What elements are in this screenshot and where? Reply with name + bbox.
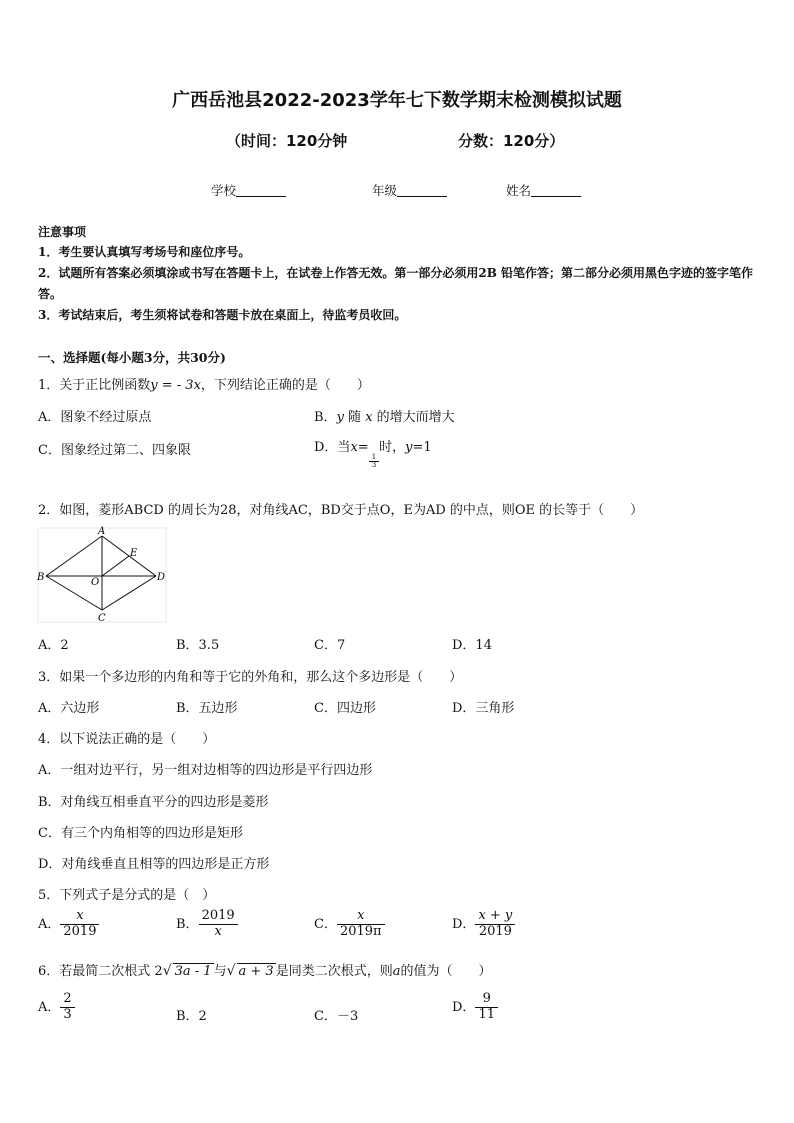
fraction-denominator: 11 <box>478 1006 495 1022</box>
q5-option-c <box>314 909 385 940</box>
question-2-stem: 2．如图，菱形ABCD 的周长为28，对角线AC，BD交于点O，E为AD 的中点，则OE 的长等于（ ） <box>38 503 644 518</box>
q5-d-fraction <box>475 909 515 940</box>
q2-option-d: D．14 <box>452 638 492 653</box>
note-item: 3．考试结束后，考生须将试卷和答题卡放在桌面上，待监考员收回。 <box>38 308 407 322</box>
q1-d-var: x <box>350 440 358 455</box>
exam-time: （时间：120分钟 <box>226 132 348 150</box>
fraction-numerator: 2019 <box>199 909 238 925</box>
fraction-denominator: x <box>214 923 222 939</box>
radical-sign-icon: √ <box>162 963 172 979</box>
q6-option-d <box>452 992 498 1023</box>
q6-option-c: C．－3 <box>314 1009 359 1024</box>
section-heading: 一、选择题(每小题3分，共30分) <box>38 350 226 365</box>
name-label: 姓名 <box>506 183 532 198</box>
grade-blank <box>397 184 447 197</box>
q1-d-label: D．当 <box>314 440 351 455</box>
fraction-numerator: 2 <box>60 992 74 1008</box>
fraction-denominator: 2019π <box>339 923 382 939</box>
q1-b-var: y <box>336 410 344 425</box>
q1-b-var: x <box>365 410 373 425</box>
fraction-numerator: x <box>337 909 385 925</box>
fraction-numerator: 1 <box>369 454 379 462</box>
label-o: O <box>91 577 100 588</box>
q6-variable: a <box>392 964 401 979</box>
q2-option-b: B．3.5 <box>176 638 220 653</box>
label-e: E <box>130 548 138 559</box>
fraction-numerator: x + y <box>475 909 515 925</box>
fraction-denominator: 2019 <box>63 923 97 939</box>
side-cd <box>102 576 156 610</box>
school-blank <box>236 184 286 197</box>
q6-stem-text: 是同类二次根式，则 <box>275 964 393 979</box>
q1-b-text: 随 <box>343 410 366 425</box>
label-d: D <box>157 572 166 583</box>
school-field <box>211 181 286 199</box>
q1-d-var: y <box>405 440 413 455</box>
q1-expression: y = - 3x <box>150 378 201 393</box>
q1-option-a: A．图象不经过原点 <box>38 410 152 425</box>
fraction-denominator: 2019 <box>478 923 512 939</box>
q1-stem-text: ，下列结论正确的是（ ） <box>200 378 370 393</box>
side-ab <box>46 536 102 576</box>
q5-a-label: A． <box>38 916 61 932</box>
fraction-numerator: 9 <box>475 992 498 1008</box>
name-blank <box>531 184 581 197</box>
q5-a-fraction <box>60 909 99 940</box>
q5-option-b <box>176 909 238 940</box>
q1-option-d <box>314 436 432 469</box>
q3-option-b: B．五边形 <box>176 701 238 716</box>
q1-option-c: C．图象经过第二、四象限 <box>38 443 191 458</box>
school-label: 学校 <box>211 183 237 198</box>
segment-oe <box>102 556 129 576</box>
q3-option-a: A．六边形 <box>38 701 100 716</box>
q5-b-label: B． <box>176 916 199 932</box>
q6-a-label: A． <box>38 999 61 1015</box>
fraction-denominator: 3 <box>371 461 377 469</box>
q2-option-c: C．7 <box>314 638 346 653</box>
question-4-stem: 4．以下说法正确的是（ ） <box>38 732 216 747</box>
question-6-stem <box>38 960 491 979</box>
q3-option-d: D．三角形 <box>452 701 515 716</box>
q6-option-a <box>38 992 75 1023</box>
q5-d-label: D． <box>452 916 476 932</box>
exam-score: 分数：120分） <box>458 132 565 150</box>
label-b: B <box>37 572 45 583</box>
exam-title: 广西岳池县2022-2023学年七下数学期末检测模拟试题 <box>172 90 622 111</box>
q4-option-b: B．对角线互相垂直平分的四边形是菱形 <box>38 795 269 810</box>
q3-option-c: C．四边形 <box>314 701 376 716</box>
q1-d-equals: = <box>357 440 369 455</box>
label-c: C <box>98 613 106 624</box>
q6-stem-text: 与 <box>213 964 227 979</box>
q1-option-b <box>314 406 455 425</box>
rhombus-figure <box>34 524 170 626</box>
question-1-stem <box>38 374 370 393</box>
q1-d-text: 时， <box>379 440 406 455</box>
q5-b-fraction <box>199 909 238 940</box>
label-a: A <box>98 526 106 537</box>
radical-sign-icon: √ <box>226 963 236 979</box>
notes-title: 注意事项 <box>38 225 87 239</box>
q6-radicand-1: 3a - 1 <box>174 964 212 979</box>
question-5-stem: 5．下列式子是分式的是（ ） <box>38 888 216 903</box>
q1-b-label: B． <box>314 410 337 425</box>
fraction-numerator: x <box>60 909 99 925</box>
q6-d-fraction <box>475 992 498 1023</box>
q6-stem-text: 6．若最简二次根式 2 <box>38 964 163 979</box>
q1-b-text: 的增大而增大 <box>372 410 455 425</box>
q1-d-text: =1 <box>412 440 432 455</box>
q4-option-a: A．一组对边平行，另一组对边相等的四边形是平行四边形 <box>38 763 373 778</box>
q6-stem-text: 的值为（ ） <box>400 964 492 979</box>
q5-option-a <box>38 909 99 940</box>
fraction-denominator: 3 <box>63 1006 72 1022</box>
grade-label: 年级 <box>372 183 398 198</box>
q6-option-b: B．2 <box>176 1009 207 1024</box>
grade-field <box>372 181 447 199</box>
q5-c-label: C． <box>314 916 337 932</box>
name-field <box>506 181 581 199</box>
q6-d-label: D． <box>452 999 476 1015</box>
q4-option-d: D．对角线垂直且相等的四边形是正方形 <box>38 857 270 872</box>
q4-option-c: C．有三个内角相等的四边形是矩形 <box>38 826 243 841</box>
question-3-stem: 3．如果一个多边形的内角和等于它的外角和，那么这个多边形是（ ） <box>38 670 463 685</box>
q2-option-a: A．2 <box>38 638 69 653</box>
q1-stem-text: 1．关于正比例函数 <box>38 378 151 393</box>
q5-option-d <box>452 909 515 940</box>
q6-radicand-2: a + 3 <box>238 964 274 979</box>
note-item: 1．考生要认真填写考场号和座位序号。 <box>38 245 251 259</box>
q1-d-fraction <box>369 454 379 469</box>
note-item: 2．试题所有答案必须填涂或书写在答题卡上，在试卷上作答无效。第一部分必须用2B 铅笔作答；第二部分必须用黑色字迹的签字笔作答。 <box>38 266 754 301</box>
q5-c-fraction <box>337 909 385 940</box>
q6-a-fraction <box>60 992 74 1023</box>
